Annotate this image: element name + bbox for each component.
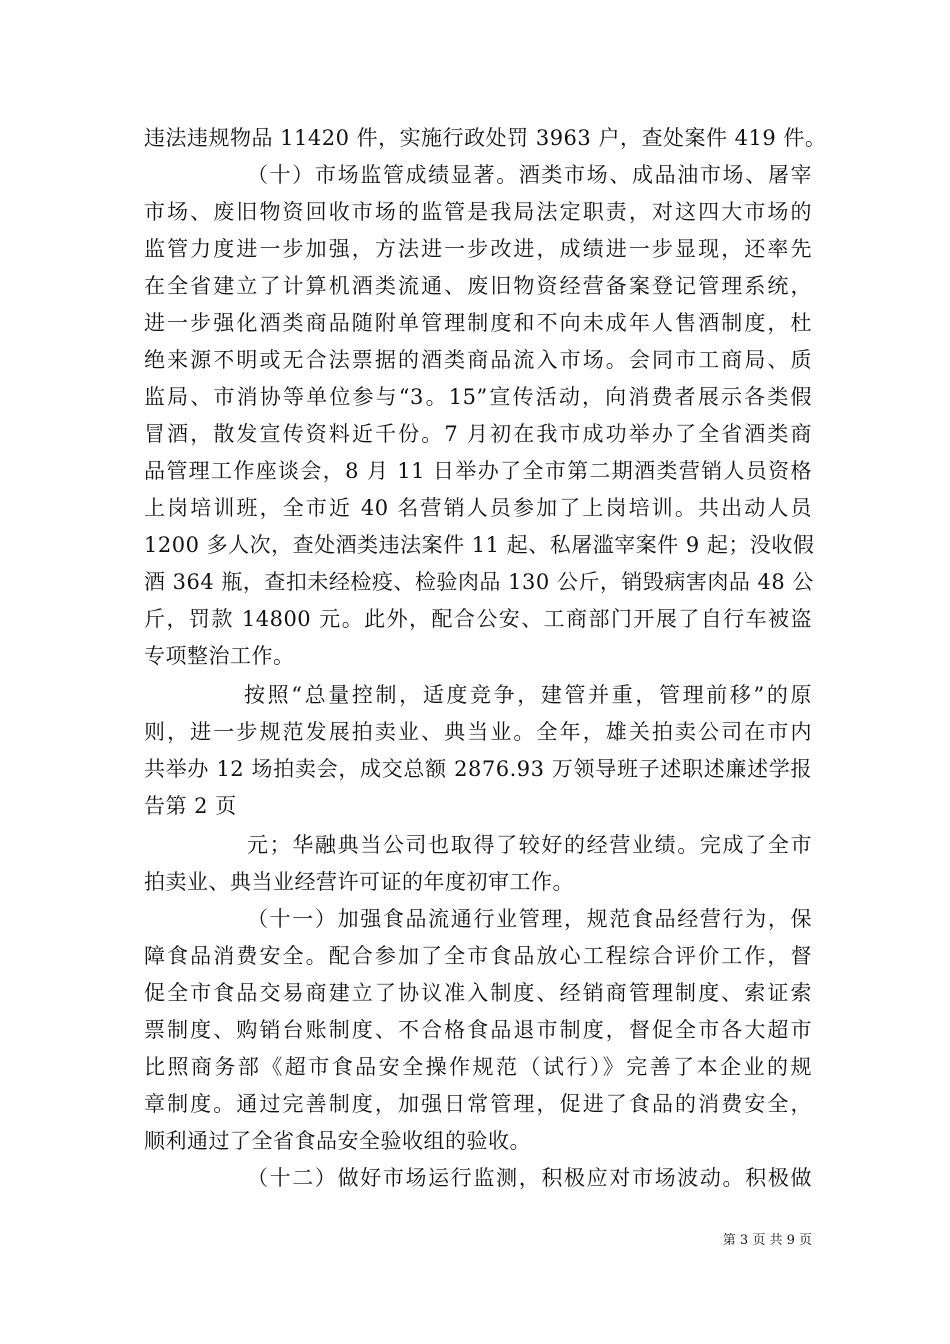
text-line: 章制度。通过完善制度，加强日常管理，促进了食品的消费安全，	[144, 1092, 812, 1116]
text-line: 绝来源不明或无合法票据的酒类商品流入市场。会同市工商局、质	[144, 348, 812, 372]
text-line: 共举办 12 场拍卖会，成交总额 2876.93 万领导班子述职述廉述学报	[144, 757, 812, 781]
text-line: 冒酒，散发宣传资料近千份。7 月初在我市成功举办了全省酒类商	[144, 422, 812, 446]
text-line: 在全省建立了计算机酒类流通、废旧物资经营备案登记管理系统，	[144, 274, 812, 298]
text-line: 票制度、购销台账制度、不合格食品退市制度，督促全市各大超市	[144, 1018, 812, 1042]
text-line: 顺利通过了全省食品安全验收组的验收。	[144, 1129, 531, 1153]
text-line: 上岗培训班，全市近 40 名营销人员参加了上岗培训。共出动人员	[144, 496, 812, 520]
text-line: （十一）加强食品流通行业管理，规范食品经营行为，保	[247, 907, 812, 931]
text-line: 进一步强化酒类商品随附单管理制度和不向未成年人售酒制度，杜	[144, 311, 812, 335]
text-line: （十）市场监管成绩显著。酒类市场、成品油市场、屠宰	[247, 163, 812, 187]
text-line: 违法违规物品 11420 件，实施行政处罚 3963 户，查处案件 419 件。	[144, 126, 827, 150]
text-line: （十二）做好市场运行监测，积极应对市场波动。积极做	[247, 1166, 812, 1190]
text-line: 则，进一步规范发展拍卖业、典当业。全年，雄关拍卖公司在市内	[144, 720, 812, 744]
text-line: 比照商务部《超市食品安全操作规范（试行）》完善了本企业的规	[144, 1055, 812, 1079]
text-line: 元；华融典当公司也取得了较好的经营业绩。完成了全市	[247, 833, 812, 857]
text-line: 监管力度进一步加强，方法进一步改进，成绩进一步显现，还率先	[144, 237, 812, 261]
text-line: 专项整治工作。	[144, 644, 295, 668]
text-line: 监局、市消协等单位参与“3。15”宣传活动，向消费者展示各类假	[144, 385, 812, 409]
text-line: 障食品消费安全。配合参加了全市食品放心工程综合评价工作，督	[144, 944, 812, 968]
text-line: 促全市食品交易商建立了协议准入制度、经销商管理制度、索证索	[144, 981, 812, 1005]
text-line: 1200 多人次，查处酒类违法案件 11 起、私屠滥宰案件 9 起；没收假	[144, 533, 815, 557]
text-line: 按照“总量控制，适度竞争，建管并重，管理前移”的原	[244, 683, 812, 707]
page-number: 第 3 页 共 9 页	[722, 1233, 812, 1248]
text-line: 斤，罚款 14800 元。此外，配合公安、工商部门开展了自行车被盗	[144, 607, 812, 631]
text-line: 拍卖业、典当业经营许可证的年度初审工作。	[144, 870, 574, 894]
text-line: 告第 2 页	[144, 794, 237, 818]
text-line: 市场、废旧物资回收市场的监管是我局法定职责，对这四大市场的	[144, 200, 812, 224]
text-line: 品管理工作座谈会，8 月 11 日举办了全市第二期酒类营销人员资格	[144, 459, 812, 483]
text-line: 酒 364 瓶，查扣未经检疫、检验肉品 130 公斤，销毁病害肉品 48 公	[144, 570, 814, 594]
